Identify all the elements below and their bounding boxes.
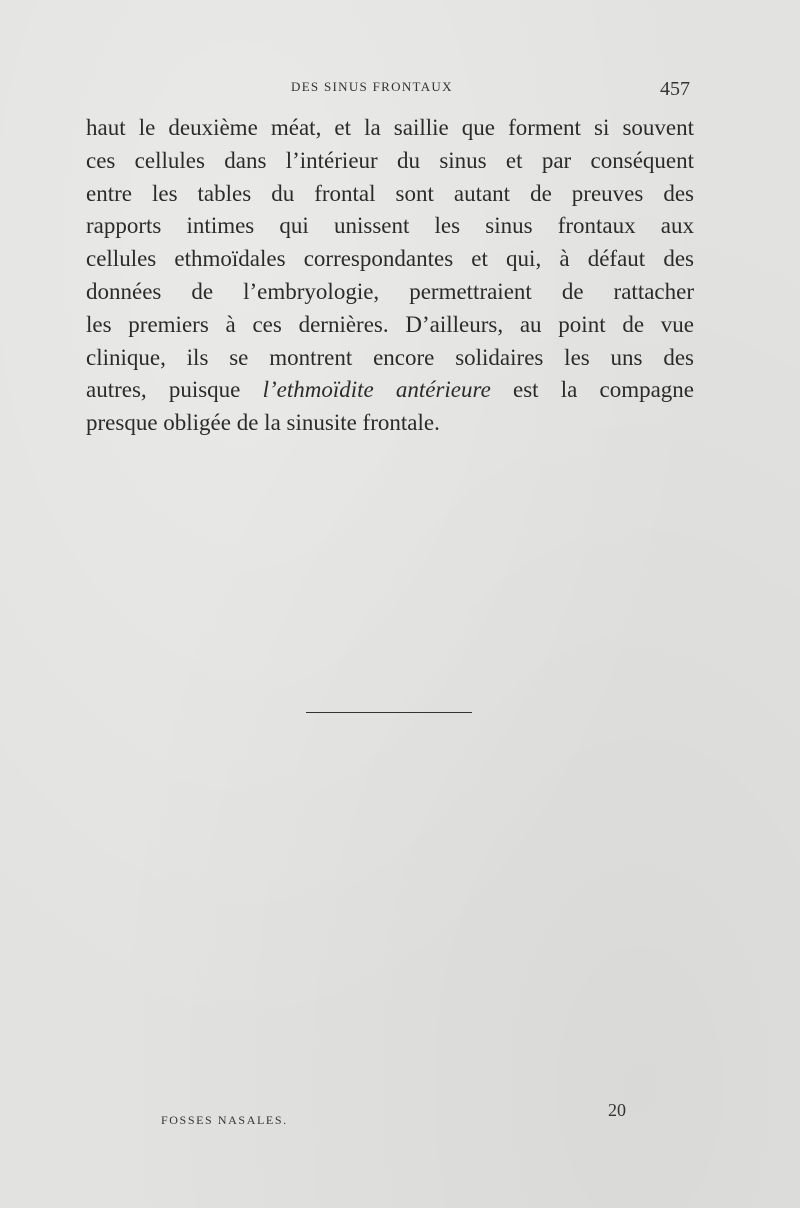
text-line: haut le deuxième méat, et la saillie que forment si souvent (86, 115, 694, 140)
body-text (86, 112, 694, 440)
text-segment: autres, puisque (86, 377, 263, 403)
text-line: données de l’embryologie, permettraient de rattacher (86, 278, 694, 304)
signature-mark: FOSSES NASALES. (161, 1113, 288, 1127)
text-line: les premiers à ces dernières. D’ailleurs, au point de vue (86, 311, 694, 337)
sheet-number: 20 (608, 1100, 626, 1120)
text-line-with-italic (86, 374, 694, 407)
text-line: rapports intimes qui unissent les sinus frontaux aux (86, 213, 694, 239)
text-line-last: presque obligée de la sinusite frontale. (86, 410, 440, 436)
text-line: entre les tables du frontal sont autant de preuves des (86, 180, 694, 206)
text-segment: est la compagne (490, 377, 694, 403)
text-line: ces cellules dans l’intérieur du sinus et par conséquent (86, 147, 694, 173)
text-line: clinique, ils se montrent encore solidaires les uns des (86, 344, 694, 370)
section-end-rule (306, 712, 472, 713)
running-head: DES SINUS FRONTAUX (291, 79, 453, 94)
text-line: cellules ethmoïdales correspondantes et qui, à défaut des (86, 246, 694, 272)
page-number: 457 (660, 78, 690, 100)
italic-term: l’ethmoïdite antérieure (262, 377, 491, 403)
